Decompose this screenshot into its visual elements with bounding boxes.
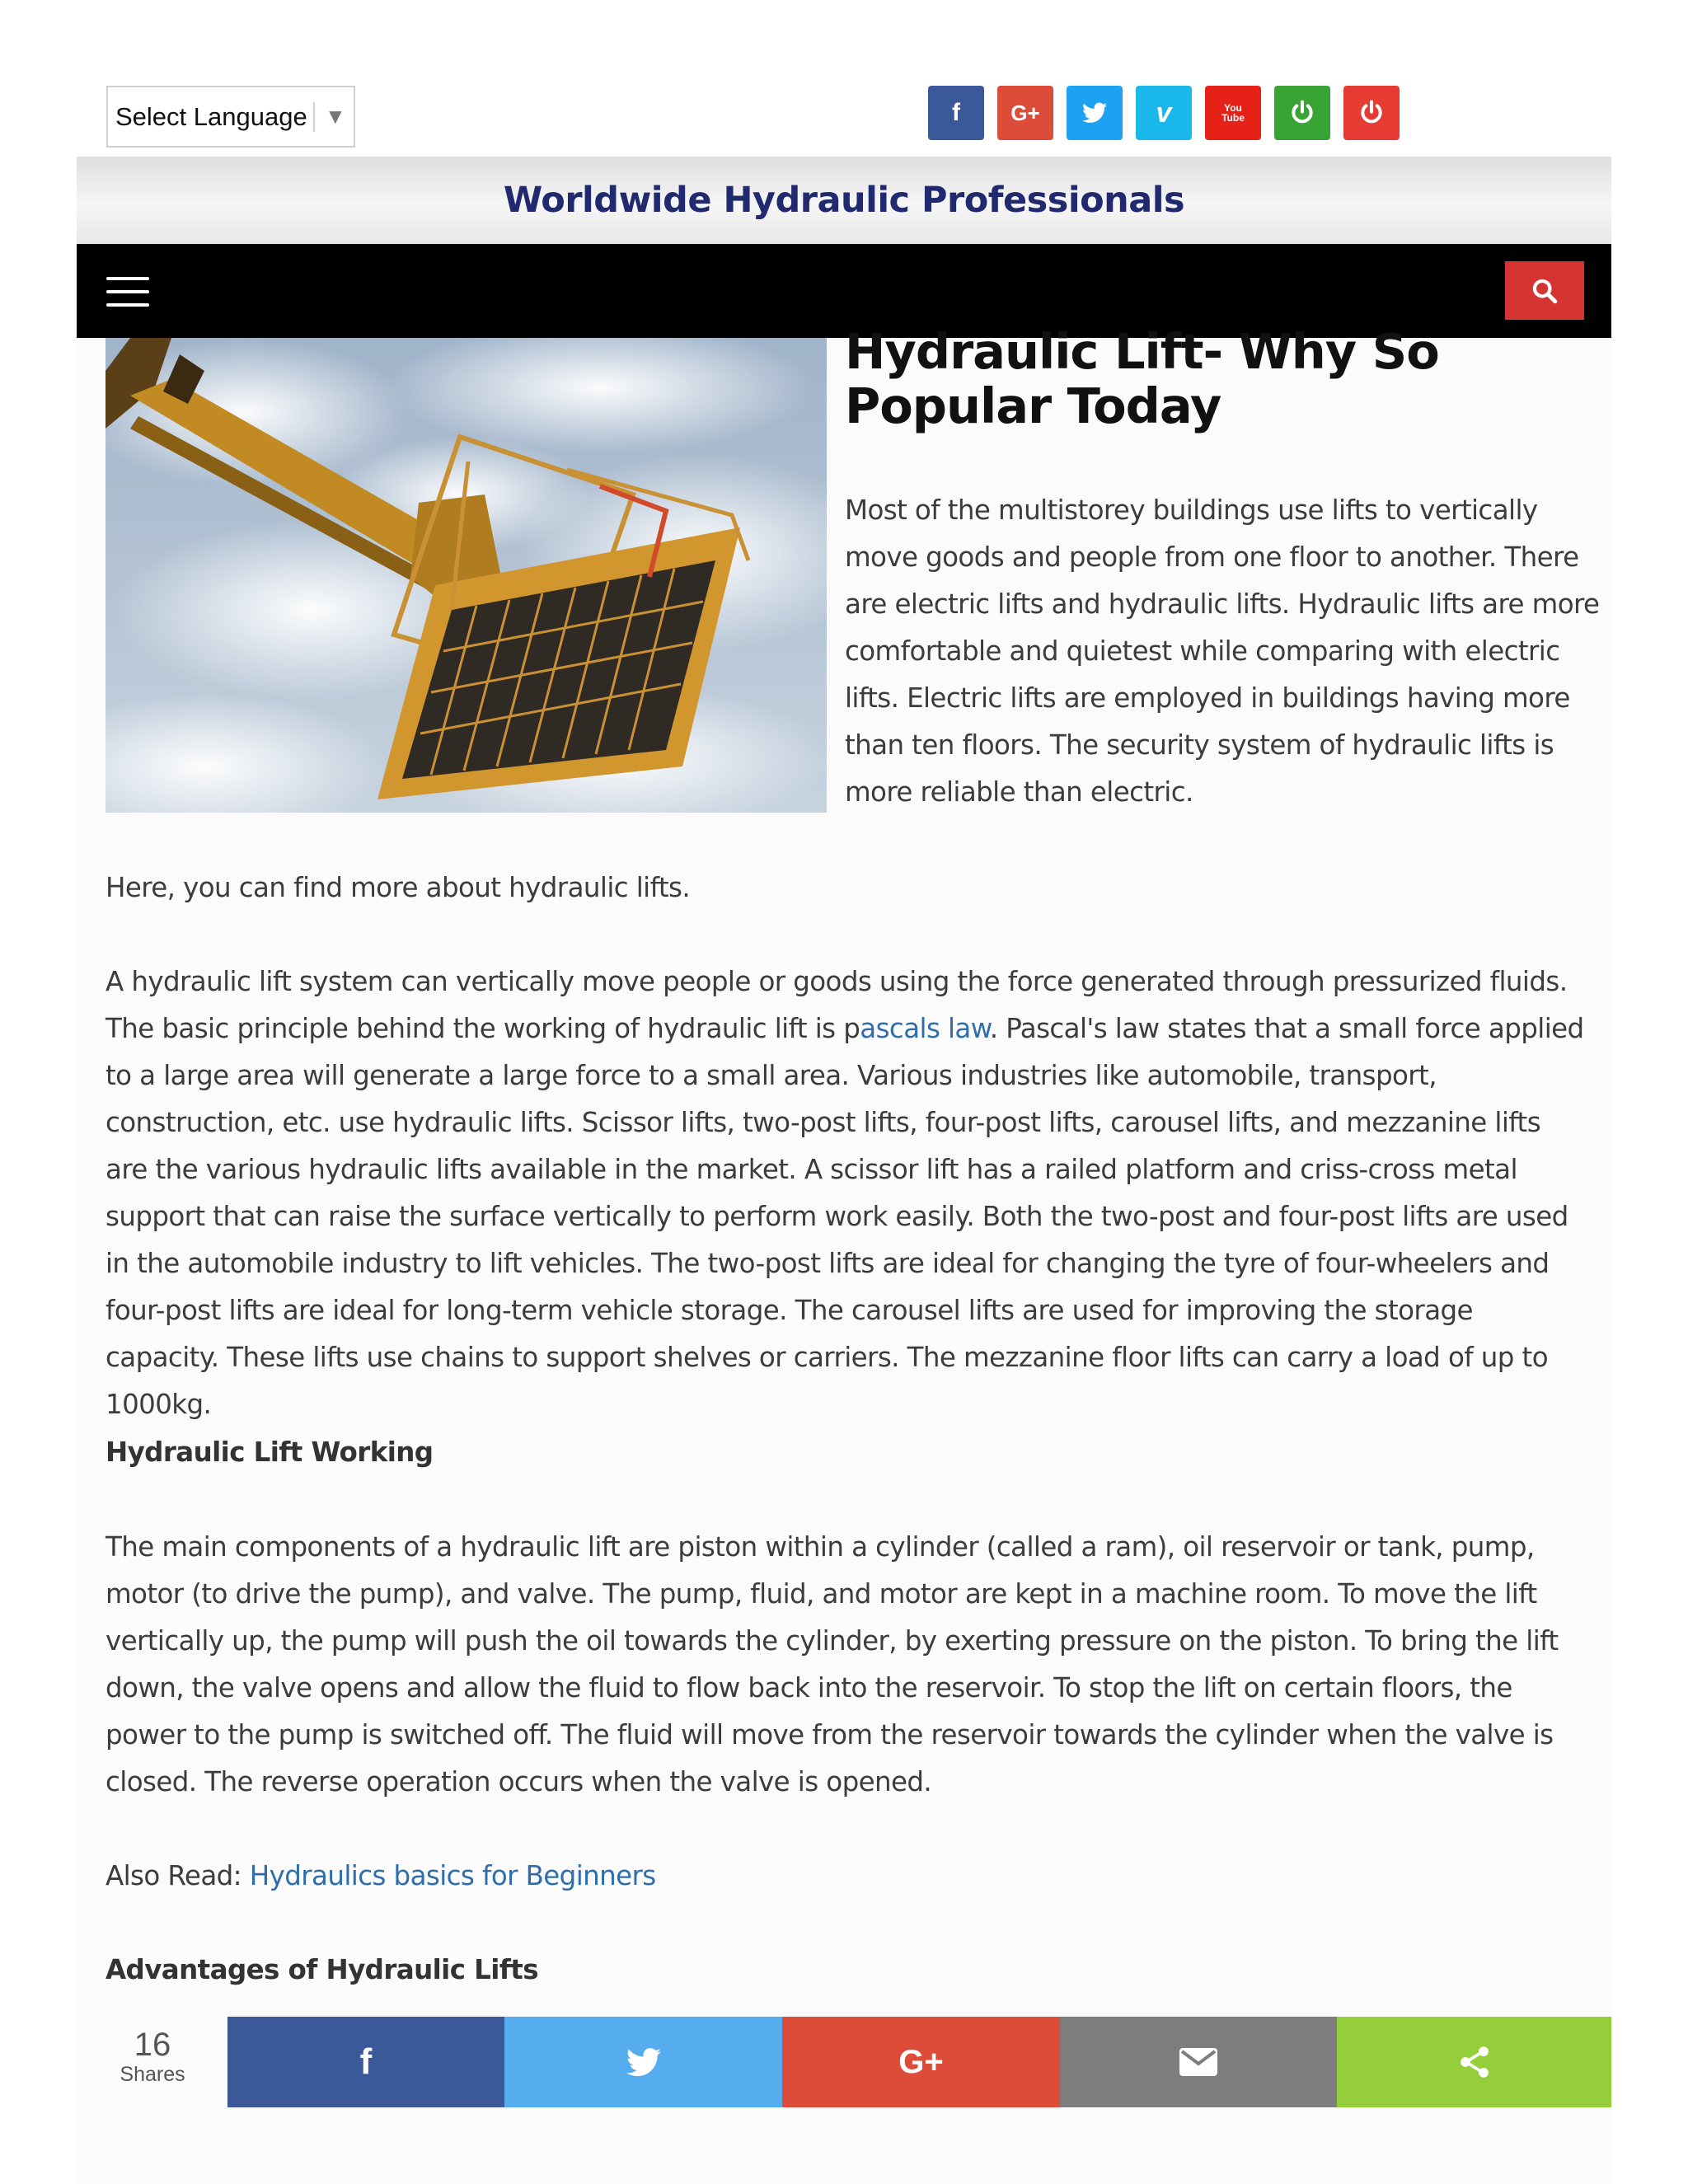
power-button-red[interactable] [1343, 86, 1400, 140]
article-image [106, 338, 827, 813]
search-icon [1531, 277, 1559, 305]
youtube-button[interactable] [1205, 86, 1261, 140]
share-twitter-button[interactable] [504, 2017, 782, 2107]
share-facebook-button[interactable] [227, 2017, 504, 2107]
paragraph [106, 958, 1589, 1428]
facebook-icon: f [359, 2041, 373, 2082]
section-heading: Advantages of Hydraulic Lifts [106, 1954, 538, 1985]
google-plus-button[interactable] [997, 86, 1053, 140]
site-header [77, 157, 1611, 244]
power-icon [1358, 100, 1385, 126]
also-read [106, 1853, 1589, 1900]
language-select-label: Select Language [115, 101, 307, 131]
share-count-number: 16 [134, 2027, 171, 2063]
share-email-button[interactable] [1060, 2017, 1337, 2107]
youtube-icon: You Tube [1221, 102, 1245, 124]
facebook-icon: f [952, 99, 960, 126]
also-read-label: Also Read: [106, 1860, 250, 1891]
google-plus-icon: G+ [898, 2043, 944, 2080]
paragraph-text: . Pascal's law states that a small force applied to a large area will generate a large force to a small area. Various industries like automobile, transport, construction, etc. use hydraulic lifts. Scissor lifts, two-post lifts, four-post lifts, carousel lifts, and mezzanine lifts are the various hydraulic lifts available in the market. A scissor lift has a railed platform and criss-cross metal support that can raise the surface vertically to perform work easily. Both the two-post and four-post lifts are used in the automobile industry to lift vehicles. The two-post lifts are ideal for changing the tyre of four-wheelers and four-post lifts are ideal for long-term vehicle storage. The carousel lifts are used for improving the storage capacity. These lifts use chains to support shelves or carriers. The mezzanine floor lifts can carry a load of up to 1000kg. [106, 1013, 1584, 1420]
search-button[interactable] [1505, 261, 1584, 320]
language-select[interactable] [106, 86, 355, 148]
share-count-label: Shares [120, 2063, 185, 2086]
twitter-icon [626, 2048, 661, 2077]
share-count [106, 2017, 199, 2107]
share-icon [1456, 2044, 1493, 2080]
site-title[interactable]: Worldwide Hydraulic Professionals [503, 180, 1185, 221]
pascals-law-link[interactable]: ascals law [860, 1013, 990, 1044]
vimeo-button[interactable] [1136, 86, 1192, 140]
paragraph-text: A hydraulic lift system can vertically move people or goods using the force generated through pressurized fluids. The basic principle behind the working of hydraulic lift is p [106, 966, 1568, 1044]
google-plus-icon: G+ [1010, 100, 1040, 125]
power-button-green[interactable] [1274, 86, 1330, 140]
paragraph: Here, you can find more about hydraulic lifts. [106, 872, 691, 903]
section-heading: Hydraulic Lift Working [106, 1436, 434, 1468]
menu-icon[interactable] [106, 277, 149, 307]
twitter-button[interactable] [1067, 86, 1123, 140]
share-google-plus-button[interactable] [782, 2017, 1060, 2107]
twitter-icon [1082, 102, 1107, 124]
email-icon [1179, 2048, 1217, 2076]
chevron-down-icon: ▼ [325, 104, 346, 129]
facebook-button[interactable] [928, 86, 984, 140]
select-divider [313, 102, 315, 132]
paragraph: The main components of a hydraulic lift are piston within a cylinder (called a ram), oil reservoir or tank, pump, motor (to drive the pump), and valve. The pump, fluid, and motor are kept in a machine room. To move the lift vertically up, the pump will push the oil towards the cylinder, by exerting pressure on the piston. To bring the lift down, the valve opens and allow the fluid to flow back into the reservoir. To stop the lift on certain floors, the power to the pump is switched off. The fluid will move from the reservoir towards the cylinder when the valve is closed. The reverse operation occurs when the valve is opened. [106, 1531, 1559, 1797]
power-icon [1289, 100, 1315, 126]
article-intro: Most of the multistorey buildings use lifts to vertically move goods and people from one floor to another. There are electric lifts and hydraulic lifts. Hydraulic lifts are more comfortable and quietest while comparing with electric lifts. Electric lifts are employed in buildings having more than ten floors. The security system of hydraulic lifts is more reliable than electric. [845, 494, 1600, 808]
vimeo-icon: v [1156, 96, 1172, 129]
hydraulics-basics-link[interactable]: Hydraulics basics for Beginners [249, 1860, 656, 1891]
share-more-button[interactable] [1337, 2017, 1611, 2107]
article-title: Hydraulic Lift- Why So Popular Today [845, 323, 1439, 434]
